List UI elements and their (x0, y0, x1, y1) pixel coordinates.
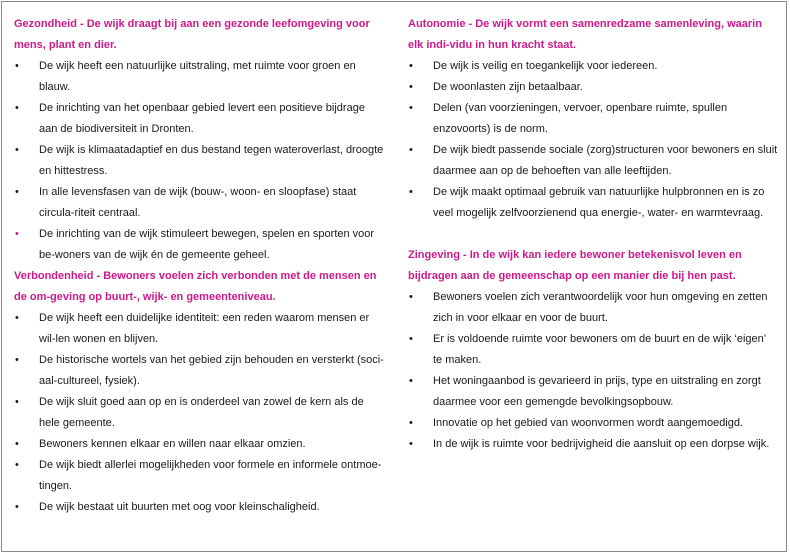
bullet-icon: • (15, 312, 19, 324)
heading-autonomie: Autonomie - De wijk vormt een samenredzame samenleving, waarin elk indi-vidu in hun kracht staat. (408, 18, 762, 51)
bullet-icon: • (15, 228, 19, 240)
document-frame (1, 1, 787, 552)
left-column (14, 14, 386, 518)
list-item: • Er is voldoende ruimte voor bewoners om de buurt en de wijk ‘eigen’ te maken. (408, 329, 778, 371)
list-item: • De wijk biedt passende sociale (zorg)structuren voor bewoners en sluit daarmee aan op de behoeften van alle leeftijden. (408, 140, 778, 182)
bullet-icon: • (15, 396, 19, 408)
list-item: • De woonlasten zijn betaalbaar. (408, 77, 778, 98)
bullet-icon: • (15, 354, 19, 366)
bullet-icon: • (409, 60, 413, 72)
list-item: • De historische wortels van het gebied zijn behouden en versterkt (soci-aal-cultureel, fysiek). (14, 350, 386, 392)
list-gezondheid (14, 56, 386, 266)
bullet-icon: • (409, 417, 413, 429)
list-item: • In alle levensfasen van de wijk (bouw-, woon- en sloopfase) staat circula-riteit centraal. (14, 182, 386, 224)
list-item: • Bewoners kennen elkaar en willen naar elkaar omzien. (14, 434, 386, 455)
list-item: • De wijk is klimaatadaptief en dus bestand tegen wateroverlast, droogte en hittestress. (14, 140, 386, 182)
bullet-icon: • (15, 144, 19, 156)
section-spacer (408, 224, 778, 245)
list-item: • De wijk is veilig en toegankelijk voor iedereen. (408, 56, 778, 77)
bullet-icon: • (409, 102, 413, 114)
bullet-icon: • (409, 81, 413, 93)
bullet-icon: • (15, 438, 19, 450)
bullet-icon: • (15, 459, 19, 471)
list-item: • De wijk heeft een natuurlijke uitstraling, met ruimte voor groen en blauw. (14, 56, 386, 98)
bullet-icon: • (409, 375, 413, 387)
list-item: • Delen (van voorzieningen, vervoer, openbare ruimte, spullen enzovoorts) is de norm. (408, 98, 778, 140)
list-zingeving (408, 287, 778, 455)
list-item: • De inrichting van de wijk stimuleert bewegen, spelen en sporten voor be-woners van de wijk én de gemeente geheel. (14, 224, 386, 266)
bullet-icon: • (409, 291, 413, 303)
bullet-icon: • (15, 60, 19, 72)
bullet-icon: • (409, 186, 413, 198)
list-verbondenheid (14, 308, 386, 518)
heading-verbondenheid: Verbondenheid - Bewoners voelen zich verbonden met de mensen en de om-geving op buurt-, wijk- en gemeenteniveau. (14, 270, 377, 303)
bullet-icon: • (15, 501, 19, 513)
right-column (408, 14, 778, 455)
bullet-icon: • (409, 144, 413, 156)
list-item: • Het woningaanbod is gevarieerd in prijs, type en uitstraling en zorgt daarmee voor een gemengde bevolkingsopbouw. (408, 371, 778, 413)
bullet-icon: • (15, 186, 19, 198)
bullet-icon: • (15, 102, 19, 114)
list-item: • De wijk bestaat uit buurten met oog voor kleinschaligheid. (14, 497, 386, 518)
heading-gezondheid: Gezondheid - De wijk draagt bij aan een gezonde leefomgeving voor mens, plant en dier. (14, 18, 370, 51)
list-item: • De wijk heeft een duidelijke identiteit: een reden waarom mensen er wil-len wonen en blijven. (14, 308, 386, 350)
list-item: • Bewoners voelen zich verantwoordelijk voor hun omgeving en zetten zich in voor elkaar en voor de buurt. (408, 287, 778, 329)
list-item: • De wijk maakt optimaal gebruik van natuurlijke hulpbronnen en is zo veel mogelijk zelfvoorzienend qua energie-, water- en warmtevraag. (408, 182, 778, 224)
list-item: • In de wijk is ruimte voor bedrijvigheid die aansluit op een dorpse wijk. (408, 434, 778, 455)
bullet-icon: • (409, 438, 413, 450)
bullet-icon: • (409, 333, 413, 345)
list-item: • De inrichting van het openbaar gebied levert een positieve bijdrage aan de biodiversiteit in Dronten. (14, 98, 386, 140)
list-autonomie (408, 56, 778, 224)
list-item: • De wijk biedt allerlei mogelijkheden voor formele en informele ontmoe-tingen. (14, 455, 386, 497)
heading-zingeving: Zingeving - In de wijk kan iedere bewoner betekenisvol leven en bijdragen aan de gemeenschap op een manier die bij hen past. (408, 249, 742, 282)
list-item: • Innovatie op het gebied van woonvormen wordt aangemoedigd. (408, 413, 778, 434)
list-item: • De wijk sluit goed aan op en is onderdeel van zowel de kern als de hele gemeente. (14, 392, 386, 434)
